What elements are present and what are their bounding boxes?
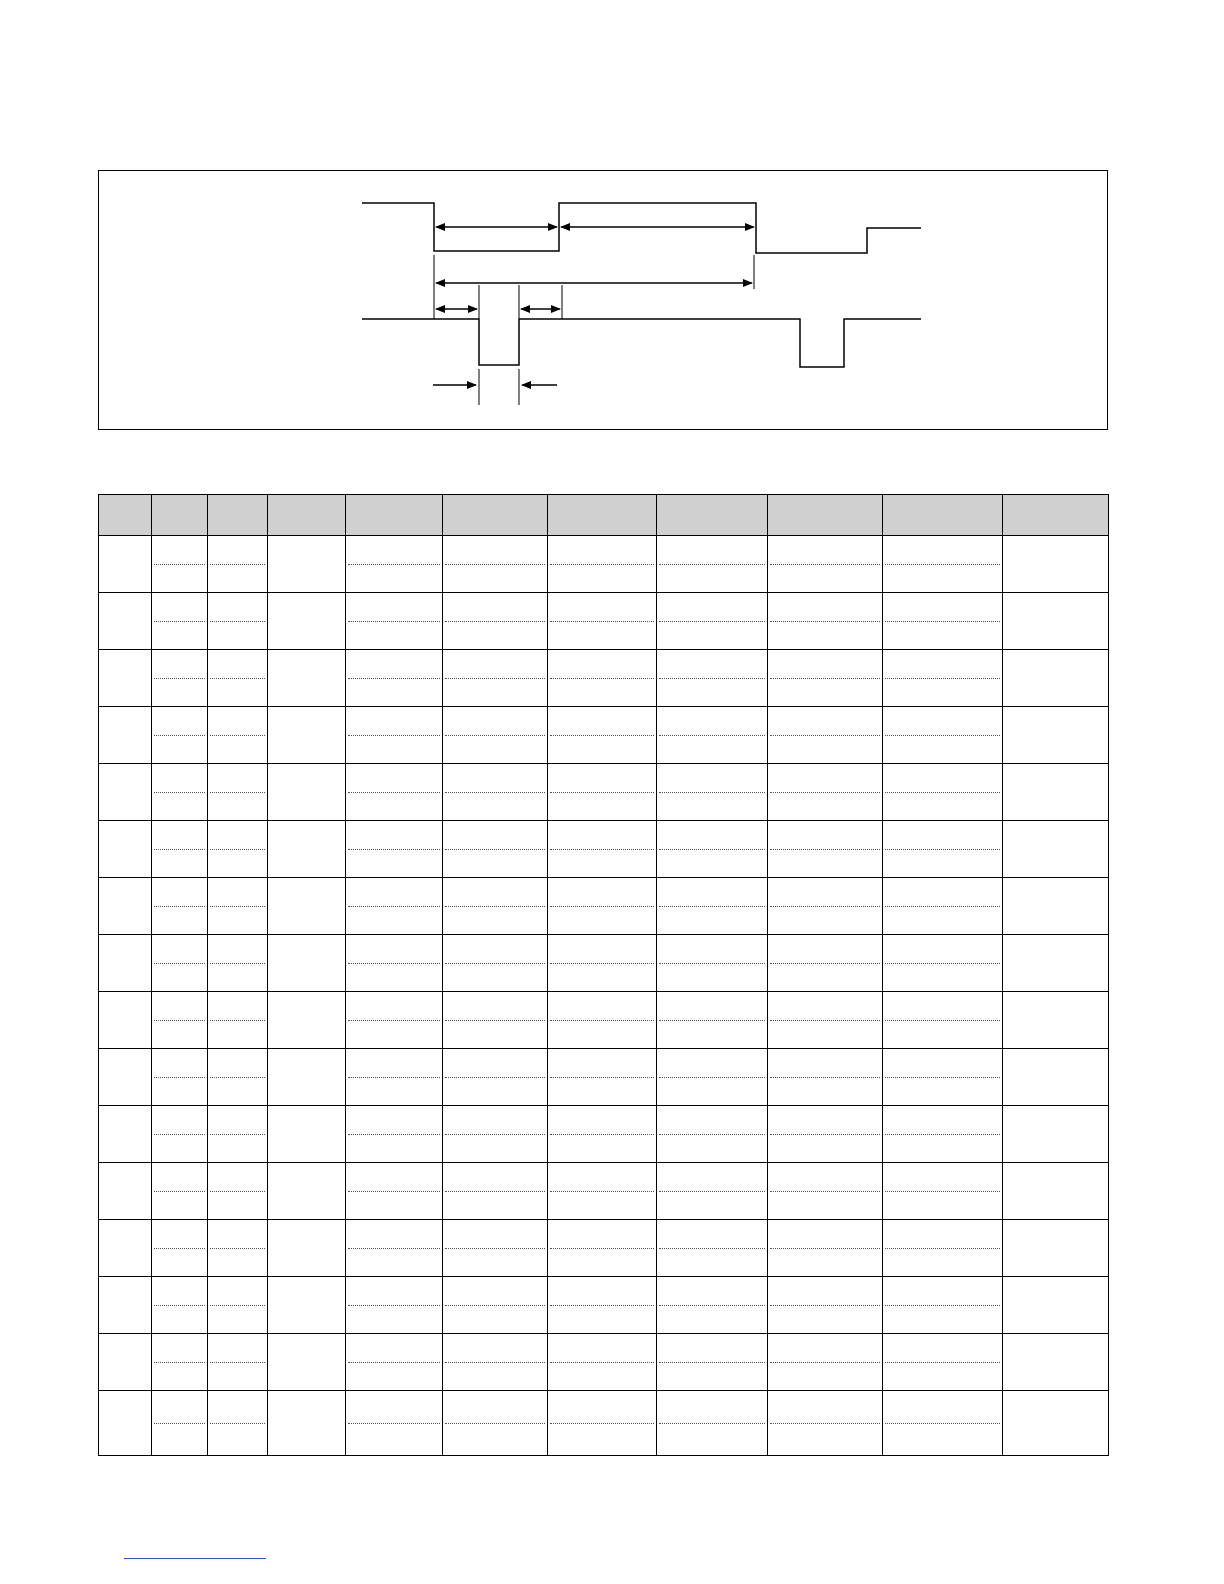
table-cell	[99, 878, 152, 935]
table-cell	[208, 1334, 268, 1391]
table-cell	[768, 1163, 883, 1220]
footer-link-underline	[124, 1558, 266, 1559]
table-cell	[657, 1106, 768, 1163]
table-cell	[208, 1163, 268, 1220]
table-cell	[883, 1163, 1003, 1220]
table-cell	[768, 992, 883, 1049]
table-cell	[268, 992, 346, 1049]
table-cell	[99, 821, 152, 878]
table-cell	[657, 536, 768, 593]
table-cell	[268, 1391, 346, 1456]
table-cell	[208, 1391, 268, 1456]
table-cell	[443, 650, 548, 707]
table-cell	[443, 1106, 548, 1163]
table-cell	[152, 1163, 208, 1220]
table-cell	[443, 1334, 548, 1391]
table-cell	[768, 1220, 883, 1277]
table-cell	[99, 992, 152, 1049]
timing-diagram	[98, 170, 1108, 430]
table-cell	[346, 1106, 443, 1163]
table-cell	[443, 821, 548, 878]
table-cell	[99, 1277, 152, 1334]
table-header-row	[99, 495, 1109, 536]
table-cell	[768, 536, 883, 593]
table-cell	[657, 1391, 768, 1456]
table-cell	[657, 1163, 768, 1220]
table-cell	[346, 536, 443, 593]
table-cell	[346, 650, 443, 707]
column-header	[1003, 495, 1109, 536]
table-cell	[1003, 992, 1109, 1049]
table-row	[99, 1106, 1109, 1163]
table-cell	[99, 935, 152, 992]
spec-table	[98, 494, 1109, 1456]
table-cell	[443, 1049, 548, 1106]
table-row	[99, 935, 1109, 992]
table-cell	[1003, 1163, 1109, 1220]
table-cell	[268, 1106, 346, 1163]
table-cell	[152, 1277, 208, 1334]
table-cell	[1003, 1049, 1109, 1106]
table-cell	[548, 707, 657, 764]
table-cell	[883, 992, 1003, 1049]
table-cell	[208, 536, 268, 593]
table-cell	[208, 1220, 268, 1277]
table-cell	[768, 1334, 883, 1391]
table-cell	[883, 1334, 1003, 1391]
table-cell	[657, 1220, 768, 1277]
table-cell	[1003, 707, 1109, 764]
table-row	[99, 1277, 1109, 1334]
table-cell	[1003, 878, 1109, 935]
table-cell	[99, 1106, 152, 1163]
table-cell	[443, 764, 548, 821]
column-header	[99, 495, 152, 536]
table-cell	[883, 593, 1003, 650]
table-cell	[268, 1163, 346, 1220]
table-cell	[657, 992, 768, 1049]
clock-waveform	[362, 203, 921, 253]
table-cell	[443, 1277, 548, 1334]
table-cell	[346, 1049, 443, 1106]
table-cell	[883, 707, 1003, 764]
table-cell	[346, 878, 443, 935]
table-cell	[152, 1334, 208, 1391]
table-cell	[883, 1391, 1003, 1456]
table-row	[99, 650, 1109, 707]
table-cell	[883, 1049, 1003, 1106]
table-cell	[268, 593, 346, 650]
table-cell	[99, 1334, 152, 1391]
table-cell	[346, 593, 443, 650]
table-cell	[548, 878, 657, 935]
table-cell	[657, 707, 768, 764]
table-cell	[883, 821, 1003, 878]
table-cell	[548, 764, 657, 821]
table-cell	[152, 1049, 208, 1106]
table-cell	[99, 1391, 152, 1456]
table-cell	[883, 1220, 1003, 1277]
table-cell	[346, 1163, 443, 1220]
table-cell	[268, 878, 346, 935]
table-cell	[883, 1106, 1003, 1163]
table-cell	[268, 1220, 346, 1277]
table-cell	[208, 650, 268, 707]
table-row	[99, 1163, 1109, 1220]
table-cell	[657, 593, 768, 650]
table-cell	[268, 707, 346, 764]
table-row	[99, 1220, 1109, 1277]
table-cell	[208, 764, 268, 821]
table-cell	[548, 1391, 657, 1456]
table-cell	[99, 1163, 152, 1220]
table-cell	[657, 1334, 768, 1391]
table-cell	[208, 707, 268, 764]
table-cell	[268, 1277, 346, 1334]
table-row	[99, 992, 1109, 1049]
table-cell	[548, 1106, 657, 1163]
table-cell	[268, 650, 346, 707]
table-cell	[268, 764, 346, 821]
column-header	[548, 495, 657, 536]
table-cell	[548, 935, 657, 992]
table-cell	[99, 707, 152, 764]
timing-diagram-canvas	[99, 171, 1109, 431]
table-cell	[443, 536, 548, 593]
table-cell	[152, 878, 208, 935]
table-cell	[152, 1106, 208, 1163]
table-cell	[883, 878, 1003, 935]
table-cell	[657, 1049, 768, 1106]
table-cell	[152, 992, 208, 1049]
table-cell	[548, 1277, 657, 1334]
table-cell	[346, 821, 443, 878]
table-cell	[1003, 1106, 1109, 1163]
table-cell	[768, 935, 883, 992]
column-header	[657, 495, 768, 536]
table-cell	[208, 821, 268, 878]
table-cell	[548, 1220, 657, 1277]
table-cell	[443, 1163, 548, 1220]
table-row	[99, 1391, 1109, 1456]
table-cell	[346, 935, 443, 992]
table-cell	[99, 650, 152, 707]
table-cell	[548, 1334, 657, 1391]
table-cell	[208, 593, 268, 650]
table-row	[99, 1049, 1109, 1106]
table-cell	[152, 1220, 208, 1277]
table-cell	[152, 1391, 208, 1456]
table-cell	[1003, 935, 1109, 992]
table-cell	[443, 992, 548, 1049]
column-header	[152, 495, 208, 536]
table-cell	[657, 821, 768, 878]
table-cell	[443, 707, 548, 764]
table-row	[99, 878, 1109, 935]
column-header	[768, 495, 883, 536]
table-cell	[768, 1391, 883, 1456]
table-cell	[346, 992, 443, 1049]
table-cell	[883, 764, 1003, 821]
table-cell	[657, 935, 768, 992]
table-cell	[768, 593, 883, 650]
table-cell	[1003, 1334, 1109, 1391]
table-cell	[548, 1049, 657, 1106]
table-cell	[1003, 821, 1109, 878]
table-cell	[443, 878, 548, 935]
column-header	[883, 495, 1003, 536]
table-cell	[346, 1334, 443, 1391]
table-row	[99, 764, 1109, 821]
table-row	[99, 536, 1109, 593]
table-cell	[152, 650, 208, 707]
table-cell	[1003, 1277, 1109, 1334]
table-cell	[883, 1277, 1003, 1334]
table-row	[99, 707, 1109, 764]
table-cell	[548, 821, 657, 878]
table-cell	[1003, 593, 1109, 650]
table-cell	[1003, 1391, 1109, 1456]
table-cell	[548, 650, 657, 707]
table-cell	[346, 707, 443, 764]
table-cell	[152, 707, 208, 764]
table-cell	[208, 1049, 268, 1106]
table-cell	[768, 764, 883, 821]
table-cell	[768, 707, 883, 764]
table-cell	[99, 536, 152, 593]
table-cell	[443, 1391, 548, 1456]
table-cell	[208, 878, 268, 935]
column-header	[443, 495, 548, 536]
table-cell	[208, 935, 268, 992]
table-cell	[768, 1049, 883, 1106]
table-row	[99, 821, 1109, 878]
table-cell	[268, 1334, 346, 1391]
table-cell	[768, 650, 883, 707]
table-cell	[1003, 650, 1109, 707]
table-row	[99, 1334, 1109, 1391]
table-body	[99, 536, 1109, 1456]
table-cell	[1003, 1220, 1109, 1277]
table-cell	[268, 1049, 346, 1106]
table-cell	[268, 536, 346, 593]
table-cell	[268, 935, 346, 992]
table-cell	[657, 878, 768, 935]
table-cell	[208, 1277, 268, 1334]
table-cell	[768, 821, 883, 878]
column-header	[268, 495, 346, 536]
table-cell	[152, 821, 208, 878]
table-cell	[99, 1220, 152, 1277]
strobe-waveform	[362, 319, 921, 367]
table-cell	[99, 764, 152, 821]
table-cell	[548, 536, 657, 593]
table-cell	[346, 1220, 443, 1277]
column-header	[346, 495, 443, 536]
table-cell	[152, 764, 208, 821]
table-cell	[657, 1277, 768, 1334]
table-cell	[443, 935, 548, 992]
table-cell	[1003, 764, 1109, 821]
table-cell	[548, 992, 657, 1049]
table-cell	[346, 1277, 443, 1334]
table-cell	[268, 821, 346, 878]
table-cell	[99, 1049, 152, 1106]
table-cell	[152, 536, 208, 593]
table-cell	[1003, 536, 1109, 593]
table-cell	[99, 593, 152, 650]
table-cell	[657, 650, 768, 707]
column-header	[208, 495, 268, 536]
table-cell	[768, 878, 883, 935]
table-cell	[152, 593, 208, 650]
table-cell	[548, 1163, 657, 1220]
table-cell	[346, 764, 443, 821]
table-cell	[768, 1106, 883, 1163]
table-cell	[346, 1391, 443, 1456]
table-row	[99, 593, 1109, 650]
table-cell	[657, 764, 768, 821]
table-cell	[208, 1106, 268, 1163]
table-cell	[883, 935, 1003, 992]
table-cell	[883, 650, 1003, 707]
table-cell	[883, 536, 1003, 593]
table-cell	[443, 593, 548, 650]
table-cell	[443, 1220, 548, 1277]
table-cell	[768, 1277, 883, 1334]
table-cell	[548, 593, 657, 650]
table-cell	[152, 935, 208, 992]
table-cell	[208, 992, 268, 1049]
